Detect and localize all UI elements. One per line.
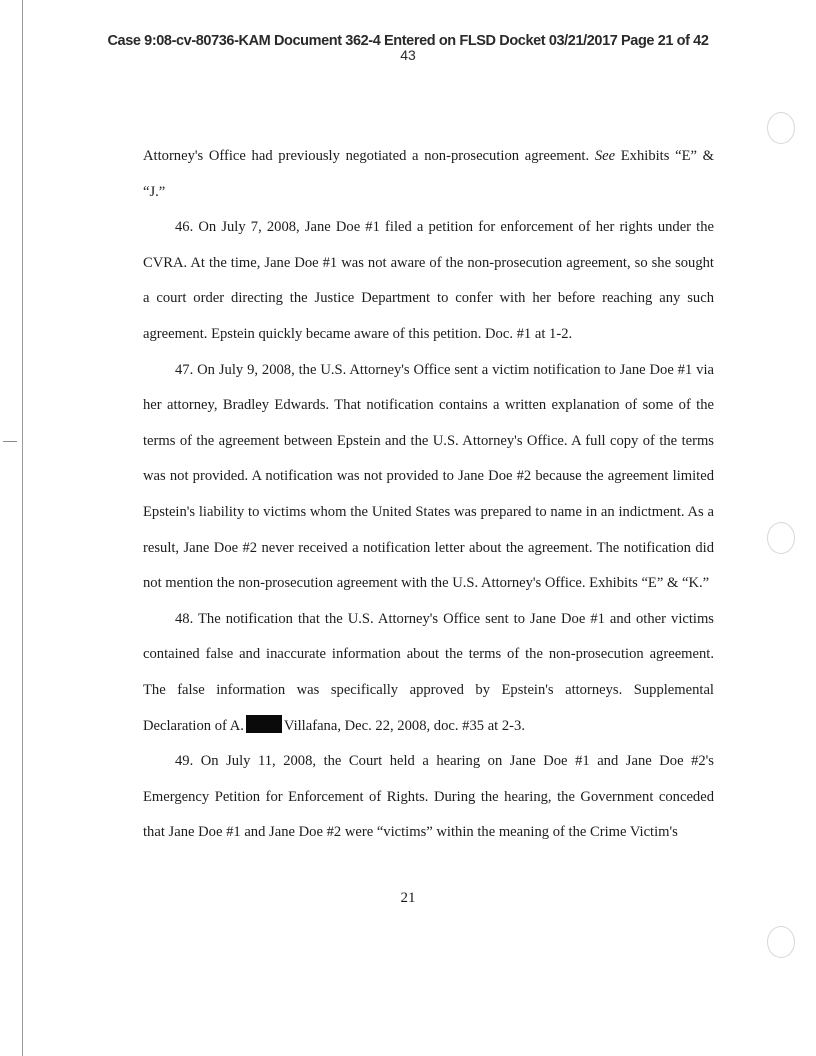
paragraph-48 (143, 602, 714, 744)
punch-hole-mark (767, 926, 795, 958)
paragraph-49: 49. On July 11, 2008, the Court held a hearing on Jane Doe #1 and Jane Doe #2's Emergency Petition for Enforcement of Rights. During the hearing, the Government conceded that Jane Doe #1 and Jane Doe #2 were “victims” within the meaning of the Crime Victim's (143, 753, 714, 841)
p0-exhibits: Exhibits “E” & “J.” (143, 148, 714, 200)
margin-tick (3, 441, 17, 442)
paragraph-continuation (143, 139, 714, 210)
document-body (143, 139, 714, 851)
page-number: 21 (400, 890, 416, 906)
see-signal: See (594, 148, 616, 164)
punch-hole-mark (767, 522, 795, 554)
p48-text: 48. The notification that the U.S. Attorney's Office sent to Jane Doe #1 and other victims contained false and inaccurate information about the terms of the non-prosecution agreement. The false information was specifically approved by Epstein's attorneys. Supplemental Declaration of A. (143, 610, 714, 734)
p0-text: Attorney's Office had previously negotiated a non-prosecution agreement. (143, 148, 595, 164)
sheet-number: 43 (400, 47, 416, 63)
punch-hole-mark (767, 112, 795, 144)
paragraph-46: 46. On July 7, 2008, Jane Doe #1 filed a petition for enforcement of her rights under the CVRA. At the time, Jane Doe #1 was not aware of the non-prosecution agreement, so she sought a court order directing the Justice Department to confer with her before reaching any such agreement. Epstein quickly became aware of this petition. Doc. #1 at 1-2. (143, 219, 714, 342)
case-header: Case 9:08-cv-80736-KAM Document 362-4 Entered on FLSD Docket 03/21/2017 Page 21 of 42 (107, 33, 709, 49)
p48-citation: Villafana, Dec. 22, 2008, doc. #35 at 2-3. (283, 717, 525, 734)
paragraph-47: 47. On July 9, 2008, the U.S. Attorney's Office sent a victim notification to Jane Doe #1 via her attorney, Bradley Edwards. That notification contains a written explanation of some of the terms of the agreement between Epstein and the U.S. Attorney's Office. A full copy of the terms was not provided. A notification was not provided to Jane Doe #2 because the agreement limited Epstein's liability to victims whom the United States was prepared to name in an indictment. As a result, Jane Doe #2 never received a notification letter about the agreement. The notification did not mention the non-prosecution agreement with the U.S. Attorney's Office. Exhibits “E” & “K.” (143, 361, 714, 592)
redaction-block (246, 715, 282, 733)
